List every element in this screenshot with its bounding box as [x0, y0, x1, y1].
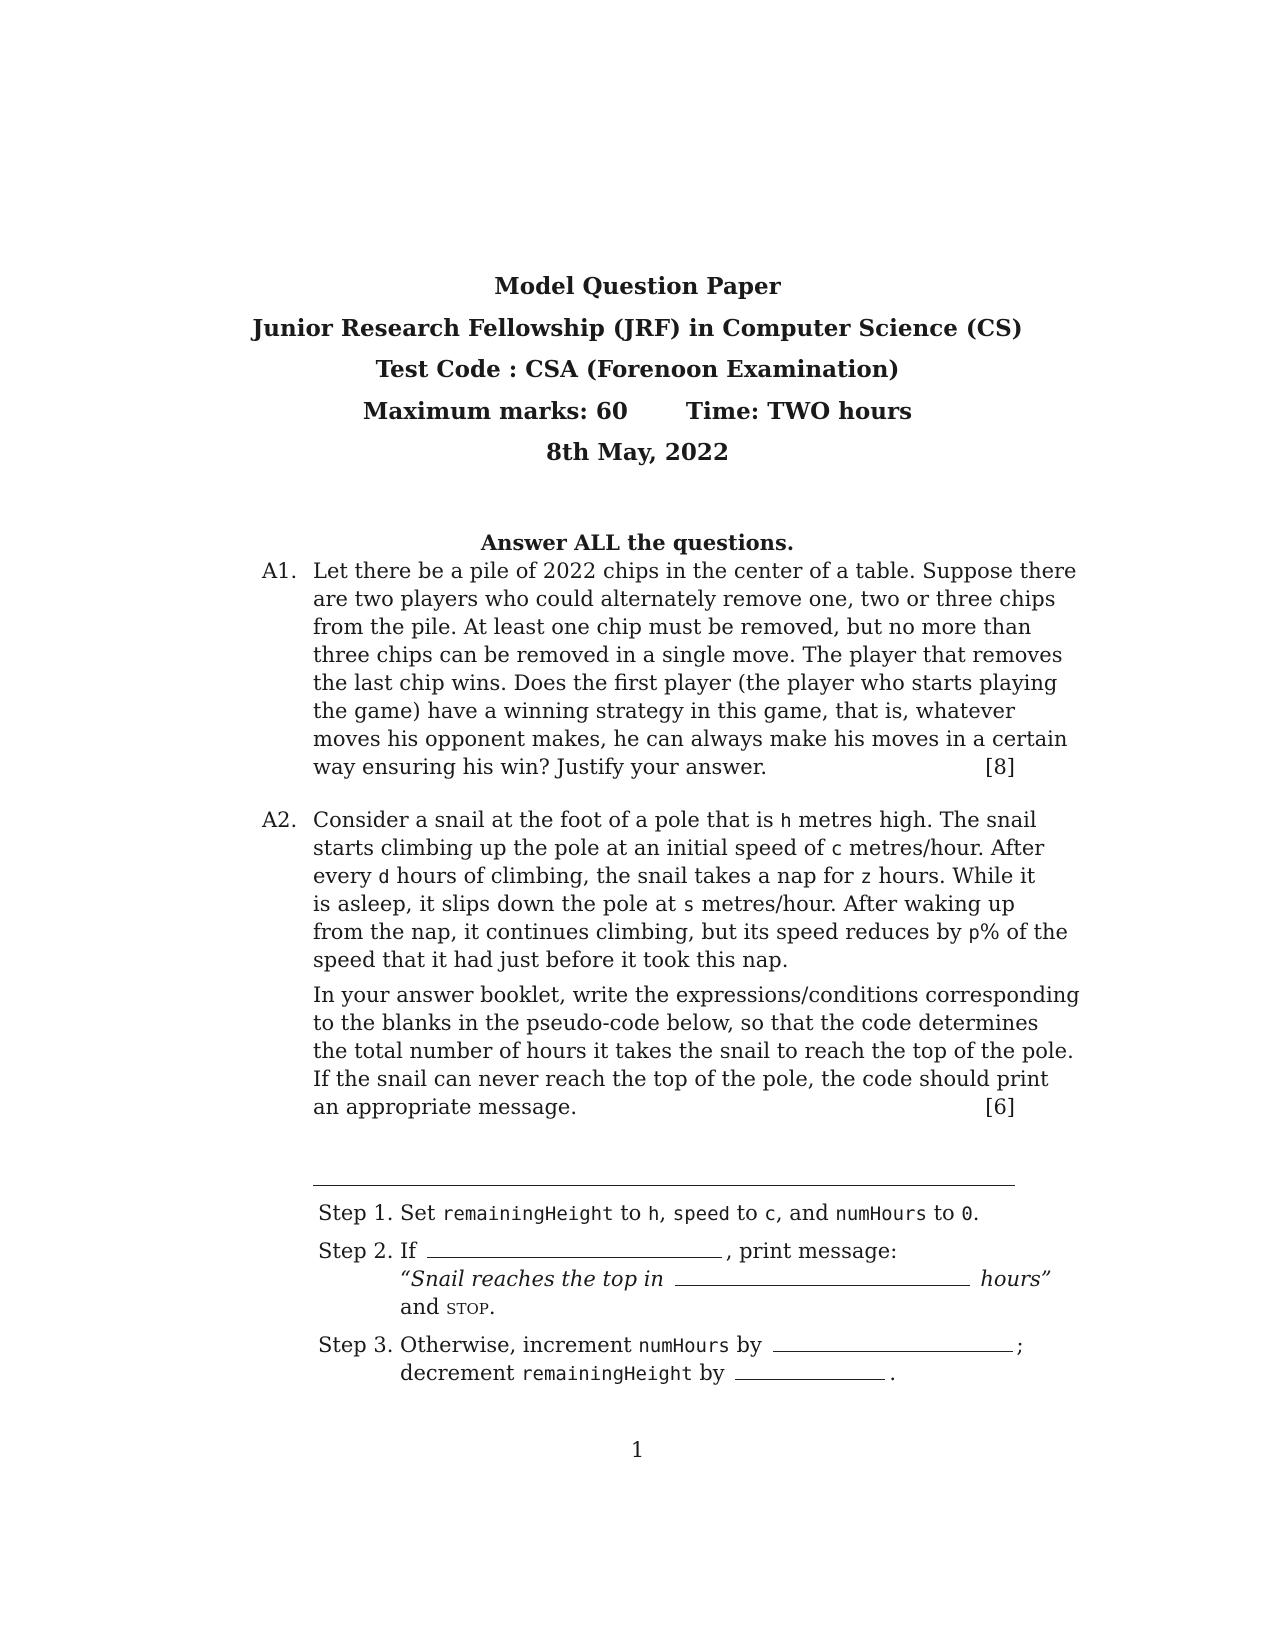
text-run: metres/hour. After waking up [694, 892, 1015, 916]
question-line: the game) have a winning strategy in this game, that is, whatever [313, 699, 1015, 723]
question-line: Let there be a pile of 2022 chips in the center of a table. Suppose there [313, 559, 1077, 583]
question-line: an appropriate message. [313, 1095, 578, 1119]
variable-c: c [764, 1203, 776, 1225]
variable-h: h [780, 810, 792, 832]
question-line: to the blanks in the pseudo-code below, so that the code determines [313, 1011, 1039, 1035]
max-marks: Maximum marks: 60 [362, 397, 628, 425]
question-line: moves his opponent makes, he can always make his moves in a certain [313, 727, 1068, 751]
value-zero: 0 [961, 1203, 973, 1225]
question-text [313, 806, 1080, 1121]
answer-blank[interactable] [773, 1332, 1013, 1352]
instruction-heading: Answer ALL the questions. [480, 530, 795, 555]
test-code: Test Code : CSA (Forenoon Examination) [375, 356, 900, 383]
question-line [313, 806, 1037, 834]
question-text [313, 557, 1077, 781]
question-line [313, 862, 1036, 890]
exam-date: 8th May, 2022 [546, 439, 729, 466]
variable-p: p [968, 922, 980, 944]
text-run: % of the [979, 920, 1068, 944]
question-line [313, 890, 1015, 918]
question-line: the total number of hours it takes the snail to reach the top of the pole. [313, 1039, 1074, 1063]
marks-badge: [6] [985, 1095, 1015, 1119]
question-line: three chips can be removed in a single move. The player that removes [313, 643, 1063, 667]
question-last-line [313, 753, 1015, 781]
question-number: A2. [262, 808, 298, 832]
variable-num-hours: numHours [835, 1203, 927, 1225]
stop-keyword: stop [446, 1295, 489, 1319]
step-body [400, 1237, 1052, 1321]
answer-blank[interactable] [427, 1238, 722, 1258]
step-label: Step 2. [318, 1239, 394, 1263]
step-line [400, 1331, 1024, 1359]
marks-time-line [200, 391, 1075, 433]
text-run: to [613, 1201, 648, 1225]
question-line [313, 834, 1045, 862]
text-run: metres high. The snail [791, 808, 1037, 832]
text-run: hours of climbing, the snail takes a nap for [389, 864, 861, 888]
step-line [400, 1199, 1020, 1227]
step-label: Step 3. [318, 1333, 394, 1357]
program-name: Junior Research Fellowship (JRF) in Computer Science (CS) [252, 314, 1023, 342]
question-line: are two players who could alternately remove one, two or three chips [313, 587, 1056, 611]
quoted-message-end: hours” [980, 1267, 1052, 1291]
variable-z: z [860, 866, 872, 888]
text-run: Otherwise, increment [400, 1333, 639, 1357]
question-line: way ensuring his win? Justify your answer. [313, 755, 768, 779]
text-run: , print message: [725, 1239, 898, 1263]
paper-header [200, 266, 1075, 474]
step-body [400, 1199, 1020, 1227]
text-run: Set [400, 1201, 442, 1225]
text-run: . [889, 1361, 897, 1385]
text-run: decrement [400, 1361, 522, 1385]
question-line [313, 918, 1068, 946]
step-body [400, 1331, 1024, 1387]
text-run: to [729, 1201, 765, 1225]
question-line: In your answer booklet, write the expressions/conditions corresponding [313, 983, 1080, 1007]
page-number: 1 [630, 1438, 645, 1462]
text-run: metres/hour. After [842, 836, 1045, 860]
quoted-message: “Snail reaches the top in [400, 1267, 664, 1291]
question-last-line [313, 1093, 1015, 1121]
horizontal-rule [313, 1185, 1015, 1186]
text-run: to [926, 1201, 962, 1225]
step-line [400, 1293, 1020, 1321]
variable-d: d [378, 866, 390, 888]
paper-title: Model Question Paper [494, 273, 781, 300]
question-line: speed that it had just before it took this nap. [313, 948, 789, 972]
question-line: the last chip wins. Does the first player (the player who starts playing [313, 671, 1058, 695]
text-run: . [972, 1201, 980, 1225]
variable-remaining-height: remainingHeight [521, 1363, 693, 1385]
step-line [400, 1265, 1052, 1293]
text-run: by [729, 1333, 762, 1357]
text-run: Consider a snail at the foot of a pole that is [313, 808, 781, 832]
question-line: If the snail can never reach the top of the pole, the code should print [313, 1067, 1049, 1091]
question-line: from the pile. At least one chip must be removed, but no more than [313, 615, 1032, 639]
variable-c: c [830, 838, 843, 860]
text-run: is asleep, it slips down the pole at [313, 892, 684, 916]
text-run: , and [775, 1201, 836, 1225]
text-run: and [400, 1295, 447, 1319]
text-run: , [659, 1201, 673, 1225]
variable-num-hours: numHours [638, 1335, 730, 1357]
text-run: . [488, 1295, 496, 1319]
answer-blank[interactable] [735, 1360, 885, 1380]
step-label: Step 1. [318, 1201, 394, 1225]
text-run: hours. While it [871, 864, 1036, 888]
text-run: ; [1016, 1333, 1024, 1357]
variable-h: h [647, 1203, 660, 1225]
exam-duration: Time: TWO hours [685, 397, 913, 425]
step-line [400, 1237, 1020, 1265]
variable-speed: speed [672, 1203, 730, 1225]
variable-remaining-height: remainingHeight [441, 1203, 614, 1225]
marks-badge: [8] [985, 755, 1015, 779]
text-run: from the nap, it continues climbing, but its speed reduces by [313, 920, 969, 944]
step-line [400, 1359, 1020, 1387]
text-run: by [692, 1361, 725, 1385]
question-number: A1. [262, 559, 298, 583]
answer-blank[interactable] [675, 1266, 970, 1286]
text-run: every [313, 864, 379, 888]
variable-s: s [683, 894, 695, 916]
text-run: starts climbing up the pole at an initial speed of [313, 836, 831, 860]
text-run: If [400, 1239, 417, 1263]
